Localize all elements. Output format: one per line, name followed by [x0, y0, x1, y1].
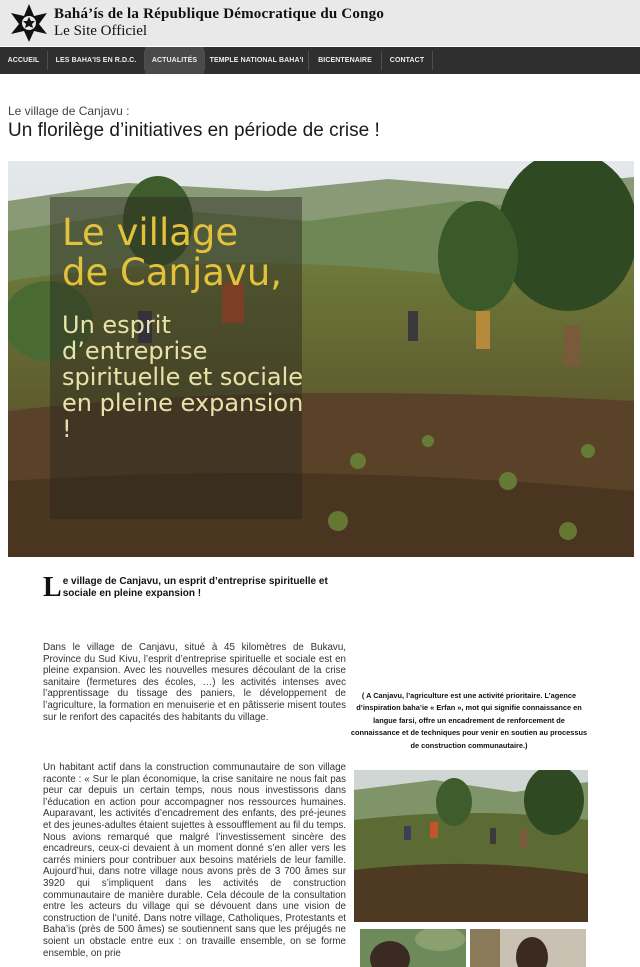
nav-item-bahais-rdc[interactable]: LES BAHA'IS EN R.D.C. — [55, 57, 137, 64]
article-paragraph-1: Dans le village de Canjavu, situé à 45 kilomètres de Bukavu, Province du Sud Kivu, l’esprit d’entreprise spirituelle et sociale est en pleine expansion. Avec les nouvelles mesures découlant de la crise sanitaire (fermetures des écoles, …) les activités intenses avec l’apprentissage du tissage des paniers, le développement de l’agriculture, la formation en menuiserie et en pâtisserie misent toutes sur le renfort des capacités des habitants du village. — [43, 642, 346, 723]
nav-item-accueil[interactable]: ACCUEIL — [7, 57, 40, 64]
hero-title: Le village de Canjavu, — [62, 211, 283, 294]
site-subtitle: Le Site Officiel — [54, 23, 148, 39]
nav-divider — [432, 51, 433, 70]
main-navigation — [0, 47, 640, 74]
site-header — [0, 0, 640, 46]
field-photo — [354, 770, 588, 922]
nav-item-bicentenaire[interactable]: BICENTENAIRE — [318, 57, 372, 64]
portrait-right-image — [470, 929, 586, 967]
drop-cap: L — [43, 572, 62, 603]
hero-subtitle: Un esprit d’entreprise spirituelle et sociale en pleine expansion ! — [62, 311, 304, 443]
portrait-photo-left — [360, 929, 466, 967]
lead-text: e village de Canjavu, un esprit d’entreprise spirituelle et sociale en pleine expansion ! — [62, 576, 328, 599]
site-title[interactable]: Bahá’ís de la République Démocratique du Congo — [54, 6, 385, 22]
nine-pointed-star-logo-icon[interactable] — [8, 3, 50, 43]
article-lead — [43, 572, 349, 603]
field-photo-image — [354, 770, 588, 922]
portrait-photo-right — [470, 929, 586, 967]
photo-caption: ( A Canjavu, l’agriculture est une activité prioritaire. L’agence d’inspiration baha’ie « Erfan », mot qui signifie connaissance en langue farsi, offre un encadrement de renforcement de connaissance et de techniques pour venir en soutien au processus de construction communautaire.) — [350, 691, 588, 750]
nav-item-actualites[interactable]: ACTUALITÉS — [145, 47, 204, 74]
nav-item-temple-national[interactable]: TEMPLE NATIONAL BAHA'I — [209, 57, 304, 64]
article-headline: Un florilège d’initiatives en période de crise ! — [8, 120, 380, 141]
article-paragraph-2: Un habitant actif dans la construction communautaire de son village raconte : « Sur le plan économique, la crise sanitaire ne nous fait pas peur car depuis un certain temps, nous nous investissons dans l’éducation en action pour accompagner nos ressources humaines. Auparavant, les activités d’encadrement des enfants, des pré-jeunes et des jeunes-adultes étaient sujettes à essoufflement au fil du temps. Nous avions remarqué que malgré l’investissement sincère des encadreurs, ceux-ci devaient à un moment donné s’en aller vers les carrés miniers pour contribuer aux besoins matériels de leur famille. Aujourd’hui, dans notre village nous avons près de 3 700 âmes sur 3920 qui s’impliquent dans les activités de construction communautaire de manière durable. Cela découle de la consultation entre les acteurs du village qui se dévouent dans une vision de construction de l’unité. Dans notre village, Catholiques, Protestants et Baha’is (près de 500 âmes) se soutiennent sans que les préjugés ne soient un obstacle entre eux : on travaille ensemble, on se forme ensemble, on prie — [43, 762, 346, 959]
hero-image — [8, 161, 634, 557]
article-kicker: Le village de Canjavu : — [8, 104, 130, 118]
nav-item-contact[interactable]: CONTACT — [389, 57, 425, 64]
portrait-left-image — [360, 929, 466, 967]
